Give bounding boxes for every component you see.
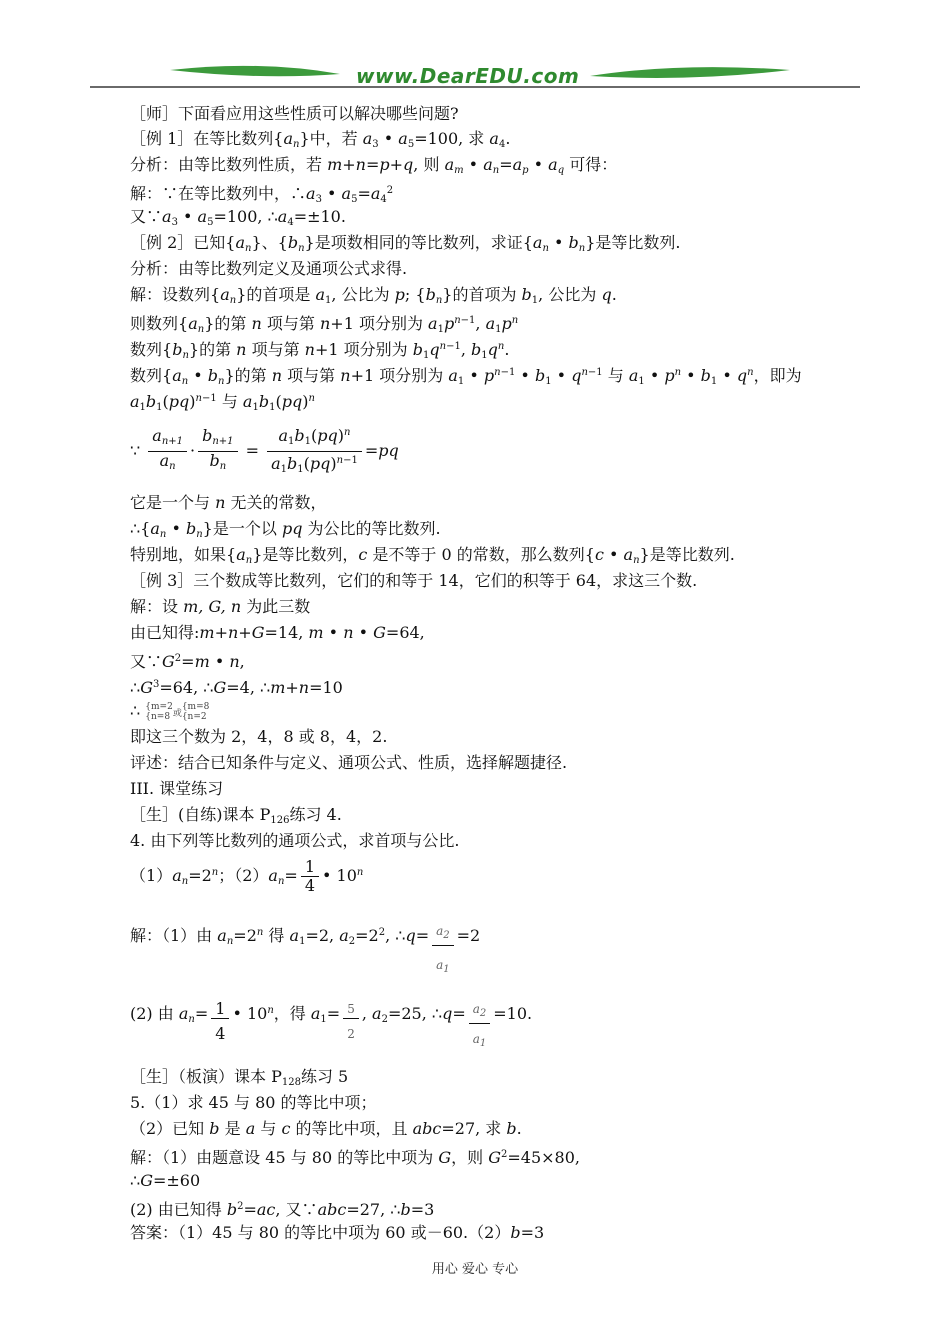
const-line: 它是一个与 n 无关的常数， [130, 493, 327, 512]
analysis-1: 分析：由等比数列性质，若 m+n=p+q, 则 $a_m$ • $a_n=a_p$ • $a_q$ 可得： [130, 155, 618, 176]
comment: 评述：结合已知条件与定义、通项公式、性质，选择解题捷径. [130, 753, 568, 772]
solution-5-2: ∴G=±60 [130, 1171, 201, 1190]
solution-1-a: 解：∵在等比数列中，$\therefore a_3$ • $a_5=a_4^2$ [130, 184, 394, 205]
conclusion-2: $\therefore\{a_n$ • $b_n$}是一个以 pq 为公比的等比数列. [130, 519, 441, 540]
example-2: ［例 2］已知$\{a_n\}$、$\{b_n\}$是项数相同的等比数列，求证{$a_n$ • $b_n$}是等比数列. [130, 233, 681, 254]
question-4-items: $(1)a_n=2^n$；$(2)a_n=$ $\frac{1}{4}$ • 10$^n$ [130, 857, 364, 895]
solution-3-b: 由已知得:m+n+G=14, m • n • G=64, [130, 623, 425, 642]
solution-5-3: (2) 由已知得 $b^2=ac$, 又∵abc=27, ∴b=3 [130, 1200, 435, 1219]
student-exercise-5: ［生］（板演）课本 $P_{128}$练习 5 [130, 1067, 349, 1088]
section-3-heading: III. 课堂练习 [130, 779, 224, 798]
question-5-2: （2）已知 b 是 a 与 c 的等比中项，且 abc=27, 求 b. [130, 1119, 522, 1138]
page-footer: 用心 爱心 专心 [431, 1262, 519, 1277]
solution-3-d: $\therefore G^3=64$, ∴G=4, ∴m+n=10 [130, 678, 343, 697]
solution-4-2: (2) 由 $a_n=$ $\frac{1}{4}$ • 10$^n$，得 $a_1=$ $\frac{5}{2}$ , $a_2=25$, ∴q= $\frac{a_2}{a_1}$ =10. [130, 999, 533, 1049]
example-3: ［例 3］三个数成等比数列，它们的和等于 14，它们的积等于 64，求这三个数. [130, 571, 698, 590]
solution-5-1: 解：（1）由题意设 45 与 80 的等比中项为 G，则 $G^2=45\times 80$, [130, 1148, 580, 1167]
right-leaf-swoosh [590, 67, 790, 78]
analysis-2: 分析：由等比数列定义及通项公式求得. [130, 259, 408, 278]
solution-3-c: 又$\because G^2=m$ • n, [130, 652, 245, 671]
line-teacher: ［师］下面看应用这些性质可以解决哪些问题? [130, 104, 459, 123]
special-case: 特别地，如果$\{a_n\}$是等比数列，c 是不等于 0 的常数，那么数列{c • $a_n$}是等比数列. [130, 545, 735, 566]
question-5-1: 5.（1）求 45 与 80 的等比中项； [130, 1093, 377, 1112]
student-exercise-4: ［生］(自练)课本 $P_{126}$练习 4. [130, 805, 342, 826]
answer-5: 答案：（1）45 与 80 的等比中项为 60 或－60.（2）b=3 [130, 1223, 545, 1242]
question-4: 4. 由下列等比数列的通项公式，求首项与公比. [130, 831, 460, 850]
page-header [0, 0, 950, 100]
example-1: ［例 1］在等比数列$\{a_n\}$中，若 $a_3$ • $a_5=100$, 求 $a_4$. [130, 129, 511, 150]
solution-2-e: $a_1b_1(pq)^{n-1}$ 与 $a_1b_1(pq)^n$ [130, 392, 315, 413]
solution-2-d: 数列{$a_n$ • $b_n$}的第 n 项与第 n+1 项分别为 $a_1$ • $p^{n-1}$ • $b_1$ • $q^{n-1}$ 与 $a_1$ • $p^n$ • $b_1$ • $q^n$，即为 [130, 366, 802, 387]
solution-1-b: 又$\because a_3$ • $a_5=100$, $\therefore a_4=\pm 10$. [130, 207, 346, 228]
site-logo[interactable]: www.DearEDU.com [356, 64, 580, 88]
solution-3-a: 解：设 m, G, n 为此三数 [130, 597, 311, 616]
solution-2-a: 解：设数列$\{a_n\}$的首项是 $a_1$, 公比为 p; $\{b_n\}$的首项为 $b_1$, 公比为 q. [130, 285, 617, 306]
left-leaf-swoosh [170, 66, 340, 76]
solution-3-e: ∴ {m=2 {n=8 或{m=8 {n=2 [130, 701, 210, 722]
ratio-formula: ∵ $\frac{a_{n+1}}{a_n}$ · $\frac{b_{n+1}}{b_n}$ = $\frac{a_1b_1(pq)^n}{a_1b_1(pq)^{n-1}}$ =pq [130, 426, 399, 475]
answer-3: 即这三个数为 2，4，8 或 8，4，2. [130, 727, 388, 746]
solution-2-c: 数列$\{b_n\}$的第 n 项与第 n+1 项分别为 $b_1q^{n-1}$, $b_1q^n$. [130, 340, 510, 361]
solution-2-b: 则数列$\{a_n\}$的第 n 项与第 n+1 项分别为 $a_1p^{n-1}$, $a_1p^n$ [130, 314, 519, 335]
solution-4-1: 解：（1）由 $a_n=2^n$ 得 $a_1=2$, $a_2=2^2$, ∴q= $\frac{a_2}{a_1}$ =2 [130, 924, 481, 975]
